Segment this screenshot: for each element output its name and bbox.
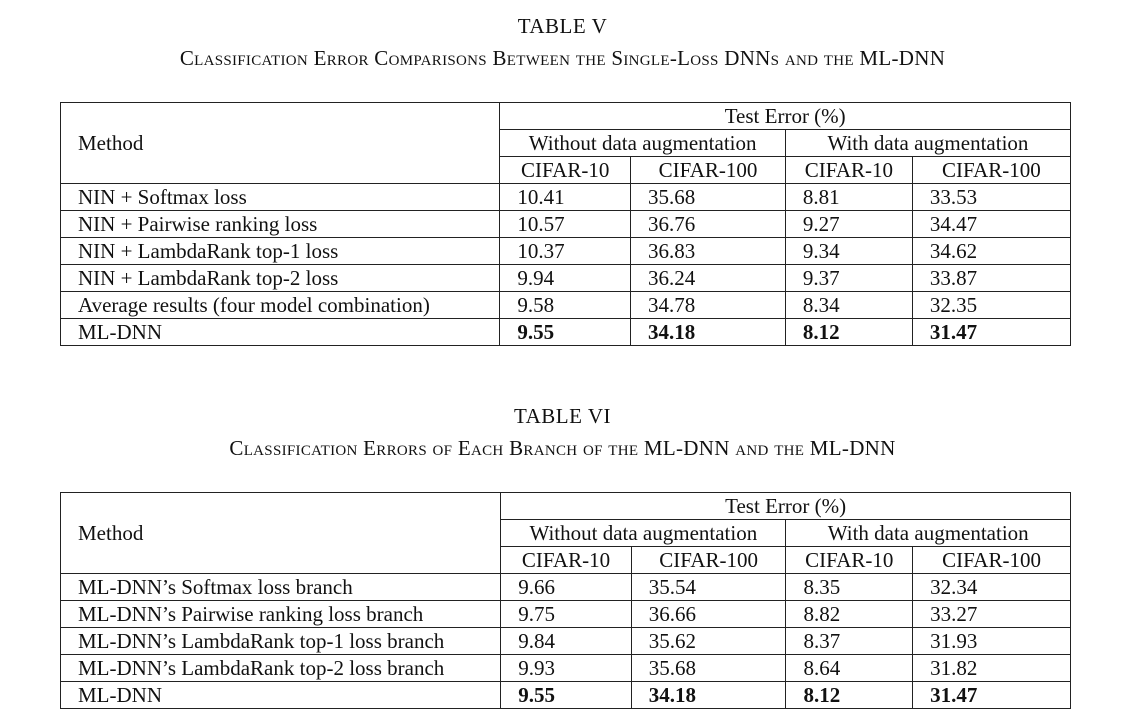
value-cell: 8.34	[785, 292, 912, 319]
table-row	[61, 265, 1071, 292]
value-cell: 10.41	[500, 184, 631, 211]
value-cell: 35.68	[631, 184, 786, 211]
value-cell: 35.62	[631, 628, 786, 655]
value-cell: 36.83	[631, 238, 786, 265]
method-cell: NIN + LambdaRank top-1 loss	[61, 238, 500, 265]
method-cell: Average results (four model combination)	[61, 292, 500, 319]
cifar100-header: CIFAR-100	[631, 547, 786, 574]
table-row	[61, 628, 1071, 655]
value-cell: 33.53	[912, 184, 1070, 211]
value-cell: 31.93	[913, 628, 1071, 655]
value-cell: 8.81	[785, 184, 912, 211]
value-cell: 8.12	[786, 682, 913, 709]
value-cell: 9.58	[500, 292, 631, 319]
value-cell: 9.66	[501, 574, 632, 601]
header-row-1	[61, 493, 1071, 520]
method-cell: ML-DNN’s LambdaRank top-2 loss branch	[61, 655, 501, 682]
value-cell: 32.35	[912, 292, 1070, 319]
value-cell: 31.47	[913, 682, 1071, 709]
with-aug-header: With data augmentation	[786, 520, 1071, 547]
table-row-best	[61, 682, 1071, 709]
results-table	[60, 102, 1071, 346]
value-cell: 10.37	[500, 238, 631, 265]
method-cell: ML-DNN	[61, 682, 501, 709]
value-cell: 9.55	[500, 319, 631, 346]
method-cell: ML-DNN	[61, 319, 500, 346]
value-cell: 8.82	[786, 601, 913, 628]
cifar10-header: CIFAR-10	[500, 157, 631, 184]
without-aug-header: Without data augmentation	[501, 520, 786, 547]
cifar100-header: CIFAR-100	[913, 547, 1071, 574]
table-row	[61, 292, 1071, 319]
cifar10-header: CIFAR-10	[785, 157, 912, 184]
table-number: TABLE VI	[513, 404, 611, 428]
table-row	[61, 211, 1071, 238]
table-caption: Classification Error Comparisons Between the Single-Loss DNNs and the ML-DNN	[179, 46, 946, 70]
method-cell: ML-DNN’s Softmax loss branch	[61, 574, 501, 601]
value-cell: 9.84	[501, 628, 632, 655]
method-cell: NIN + LambdaRank top-2 loss	[61, 265, 500, 292]
table-row	[61, 655, 1071, 682]
method-cell: ML-DNN’s LambdaRank top-1 loss branch	[61, 628, 501, 655]
value-cell: 9.93	[501, 655, 632, 682]
value-cell: 8.35	[786, 574, 913, 601]
without-aug-header: Without data augmentation	[500, 130, 786, 157]
value-cell: 31.47	[912, 319, 1070, 346]
header-row-1	[61, 103, 1071, 130]
table-row	[61, 601, 1071, 628]
value-cell: 36.24	[631, 265, 786, 292]
with-aug-header: With data augmentation	[785, 130, 1070, 157]
value-cell: 9.75	[501, 601, 632, 628]
method-header: Method	[61, 493, 501, 574]
value-cell: 34.62	[912, 238, 1070, 265]
table-row	[61, 184, 1071, 211]
value-cell: 9.27	[785, 211, 912, 238]
test-error-header: Test Error (%)	[501, 493, 1071, 520]
value-cell: 8.64	[786, 655, 913, 682]
value-cell: 10.57	[500, 211, 631, 238]
value-cell: 8.12	[785, 319, 912, 346]
value-cell: 32.34	[913, 574, 1071, 601]
method-cell: NIN + Softmax loss	[61, 184, 500, 211]
value-cell: 33.27	[913, 601, 1071, 628]
value-cell: 35.54	[631, 574, 786, 601]
value-cell: 35.68	[631, 655, 786, 682]
table-row-best	[61, 319, 1071, 346]
cifar100-header: CIFAR-100	[631, 157, 786, 184]
table-caption: Classification Errors of Each Branch of the ML-DNN and the ML-DNN	[229, 436, 896, 460]
value-cell: 34.18	[631, 319, 786, 346]
table-row	[61, 238, 1071, 265]
cifar10-header: CIFAR-10	[786, 547, 913, 574]
value-cell: 8.37	[786, 628, 913, 655]
cifar10-header: CIFAR-10	[501, 547, 632, 574]
value-cell: 9.37	[785, 265, 912, 292]
value-cell: 9.34	[785, 238, 912, 265]
value-cell: 33.87	[912, 265, 1070, 292]
value-cell: 9.55	[501, 682, 632, 709]
method-header: Method	[61, 103, 500, 184]
value-cell: 36.76	[631, 211, 786, 238]
value-cell: 9.94	[500, 265, 631, 292]
table-row	[61, 574, 1071, 601]
value-cell: 34.18	[631, 682, 786, 709]
test-error-header: Test Error (%)	[500, 103, 1071, 130]
method-cell: ML-DNN’s Pairwise ranking loss branch	[61, 601, 501, 628]
value-cell: 36.66	[631, 601, 786, 628]
value-cell: 31.82	[913, 655, 1071, 682]
cifar100-header: CIFAR-100	[912, 157, 1070, 184]
results-table	[60, 492, 1071, 709]
value-cell: 34.78	[631, 292, 786, 319]
value-cell: 34.47	[912, 211, 1070, 238]
table-number: TABLE V	[517, 14, 608, 38]
method-cell: NIN + Pairwise ranking loss	[61, 211, 500, 238]
